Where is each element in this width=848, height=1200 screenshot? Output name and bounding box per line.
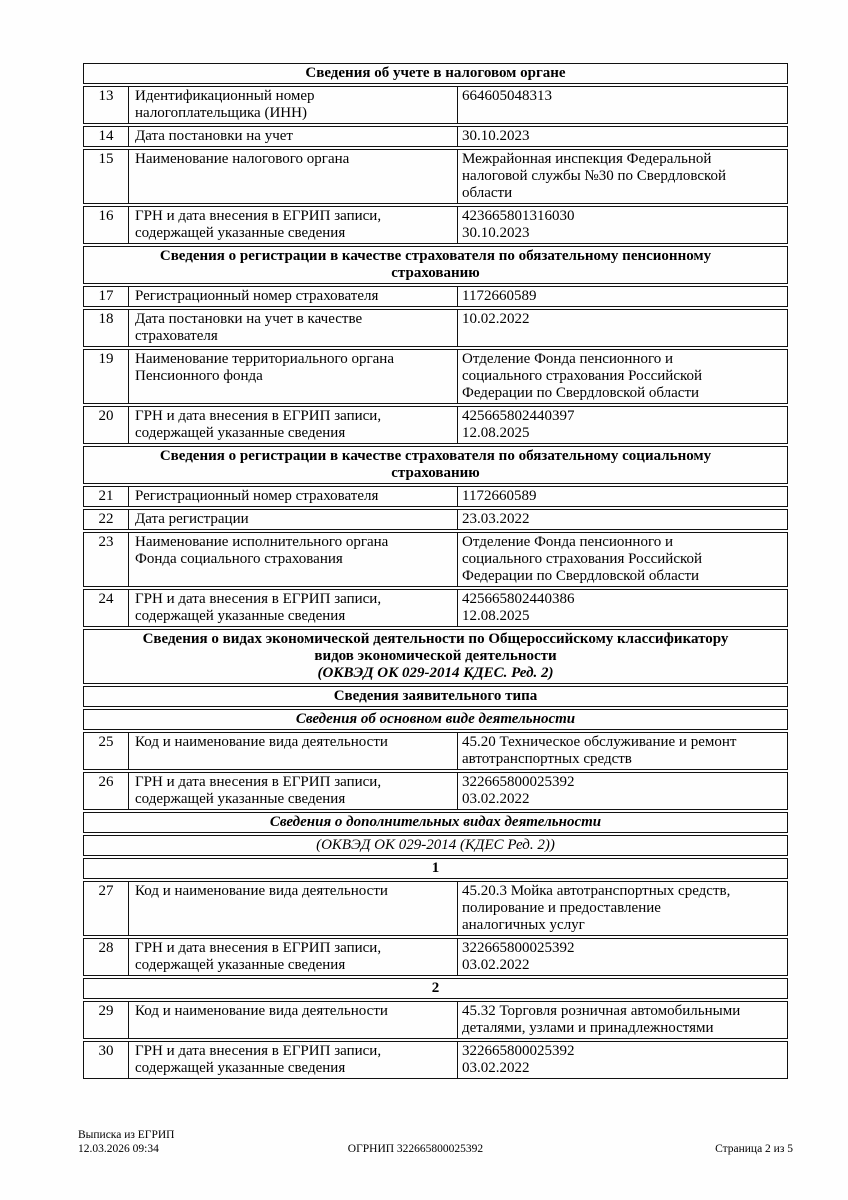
row-label-cell [129, 310, 458, 346]
table-row [83, 86, 788, 124]
section-header-row [83, 858, 788, 879]
row-label-line: Регистрационный номер страхователя [135, 288, 379, 304]
row-label-cell [129, 733, 458, 769]
row-value-cell [458, 733, 787, 769]
row-label-line: ГРН и дата внесения в ЕГРИП записи, [135, 208, 382, 224]
row-label-line: Код и наименование вида деятельности [135, 734, 388, 750]
row-value-line: 322665800025392 [462, 774, 575, 790]
section-header-line: Сведения об основном виде деятельности [295, 711, 576, 727]
footer [78, 1128, 793, 1158]
row-label-line: ГРН и дата внесения в ЕГРИП записи, [135, 774, 382, 790]
table-row [83, 286, 788, 307]
section-header-line: видов экономической деятельности [314, 648, 557, 664]
section-header-row [83, 446, 788, 484]
row-number-cell: 29 [84, 1002, 129, 1038]
row-value-cell [458, 773, 787, 809]
row-label-line: содержащей указанные сведения [135, 425, 346, 441]
row-label-line: ГРН и дата внесения в ЕГРИП записи, [135, 1043, 382, 1059]
row-label-line: Код и наименование вида деятельности [135, 1003, 388, 1019]
row-label-cell [129, 207, 458, 243]
row-label-line: Дата постановки на учет [135, 128, 293, 144]
table-row [83, 206, 788, 244]
row-value-line: Отделение Фонда пенсионного и [462, 351, 674, 367]
row-value-cell [458, 939, 787, 975]
section-header-line: (ОКВЭД ОК 029-2014 КДЕС. Ред. 2) [317, 665, 554, 681]
table-row [83, 772, 788, 810]
section-header-line: Сведения об учете в налоговом органе [305, 65, 566, 81]
section-header-row [83, 835, 788, 856]
row-label-cell [129, 287, 458, 306]
ogrnip-label: ОГРНИП 322665800025392 [347, 1143, 484, 1155]
row-number-cell: 25 [84, 733, 129, 769]
row-value-line: 45.20 Техническое обслуживание и ремонт [462, 734, 737, 750]
section-header-row [83, 978, 788, 999]
row-label-cell [129, 1002, 458, 1038]
row-value-line: 12.08.2025 [462, 608, 530, 624]
table-row [83, 486, 788, 507]
section-header-line: Сведения о дополнительных видах деятельности [269, 814, 602, 830]
row-number-cell: 14 [84, 127, 129, 146]
row-value-cell [458, 350, 787, 403]
row-value-cell [458, 1002, 787, 1038]
section-header-row [83, 246, 788, 284]
doc-type-label: Выписка из ЕГРИП [78, 1129, 175, 1141]
row-number-cell: 19 [84, 350, 129, 403]
row-value-line: 425665802440386 [462, 591, 575, 607]
row-label-line: содержащей указанные сведения [135, 957, 346, 973]
row-value-cell [458, 510, 787, 529]
row-value-line: налоговой службы №30 по Свердловской [462, 168, 727, 184]
row-value-line: аналогичных услуг [462, 917, 585, 933]
row-value-cell [458, 310, 787, 346]
section-header-line: (ОКВЭД ОК 029-2014 (КДЕС Ред. 2)) [316, 837, 555, 853]
row-number-cell: 21 [84, 487, 129, 506]
row-value-cell [458, 882, 787, 935]
row-value-line: 423665801316030 [462, 208, 575, 224]
row-value-cell [458, 150, 787, 203]
row-value-line: 664605048313 [462, 88, 552, 104]
row-label-cell [129, 407, 458, 443]
table-row [83, 1041, 788, 1079]
row-value-line: Федерации по Свердловской области [462, 385, 700, 401]
row-number-cell: 13 [84, 87, 129, 123]
table-row [83, 406, 788, 444]
row-label-line: Наименование территориального органа [135, 351, 394, 367]
row-label-cell [129, 590, 458, 626]
row-label-line: Пенсионного фонда [135, 368, 263, 384]
row-value-line: 23.03.2022 [462, 511, 530, 527]
table-row [83, 349, 788, 404]
row-label-line: содержащей указанные сведения [135, 225, 346, 241]
table-row [83, 881, 788, 936]
row-label-line: страхователя [135, 328, 218, 344]
row-label-line: ГРН и дата внесения в ЕГРИП записи, [135, 940, 382, 956]
row-label-cell [129, 487, 458, 506]
row-value-line: социального страхования Российской [462, 368, 703, 384]
row-value-cell [458, 287, 787, 306]
table-row [83, 532, 788, 587]
row-value-line: 30.10.2023 [462, 225, 530, 241]
row-value-line: деталями, узлами и принадлежностями [462, 1020, 714, 1036]
section-header-row [83, 709, 788, 730]
row-value-line: автотранспортных средств [462, 751, 632, 767]
section-header-row [83, 686, 788, 707]
row-value-line: 03.02.2022 [462, 791, 530, 807]
table-row [83, 938, 788, 976]
row-value-line: 1172660589 [462, 488, 537, 504]
row-value-line: 45.32 Торговля розничная автомобильными [462, 1003, 741, 1019]
section-header-line: 2 [431, 980, 440, 996]
row-value-cell [458, 487, 787, 506]
row-label-cell [129, 150, 458, 203]
row-number-cell: 24 [84, 590, 129, 626]
section-header-line: Сведения о видах экономической деятельности по Общероссийскому классификатору [142, 631, 729, 647]
section-header-line: 1 [431, 860, 440, 876]
egrip-table [83, 63, 788, 1081]
row-value-line: 322665800025392 [462, 940, 575, 956]
row-label-line: содержащей указанные сведения [135, 1060, 346, 1076]
row-value-cell [458, 207, 787, 243]
row-number-cell: 18 [84, 310, 129, 346]
row-value-line: 03.02.2022 [462, 957, 530, 973]
row-label-cell [129, 773, 458, 809]
table-row [83, 732, 788, 770]
row-value-line: 45.20.3 Мойка автотранспортных средств, [462, 883, 731, 899]
section-header-line: Сведения заявительного типа [333, 688, 538, 704]
row-value-line: Межрайонная инспекция Федеральной [462, 151, 712, 167]
row-value-line: 425665802440397 [462, 408, 575, 424]
row-number-cell: 22 [84, 510, 129, 529]
row-value-cell [458, 1042, 787, 1078]
row-number-cell: 16 [84, 207, 129, 243]
row-label-cell [129, 350, 458, 403]
section-header-line: страхованию [391, 465, 480, 481]
row-label-cell [129, 1042, 458, 1078]
row-value-line: 03.02.2022 [462, 1060, 530, 1076]
row-number-cell: 26 [84, 773, 129, 809]
row-label-line: ГРН и дата внесения в ЕГРИП записи, [135, 408, 382, 424]
row-value-line: социального страхования Российской [462, 551, 703, 567]
row-label-line: Наименование налогового органа [135, 151, 350, 167]
row-number-cell: 27 [84, 882, 129, 935]
print-datetime: 12.03.2026 09:34 [78, 1143, 159, 1155]
row-number-cell: 17 [84, 287, 129, 306]
row-number-cell: 28 [84, 939, 129, 975]
table-row [83, 509, 788, 530]
table-row [83, 149, 788, 204]
row-label-line: Регистрационный номер страхователя [135, 488, 379, 504]
row-value-line: полирование и предоставление [462, 900, 661, 916]
table-row [83, 309, 788, 347]
row-label-cell [129, 510, 458, 529]
table-row [83, 589, 788, 627]
row-value-line: области [462, 185, 513, 201]
row-label-cell [129, 127, 458, 146]
row-value-cell [458, 590, 787, 626]
row-number-cell: 20 [84, 407, 129, 443]
section-header-line: Сведения о регистрации в качестве страхователя по обязательному социальному [159, 448, 712, 464]
row-number-cell: 15 [84, 150, 129, 203]
row-value-cell [458, 127, 787, 146]
row-label-line: Дата постановки на учет в качестве [135, 311, 363, 327]
section-header-row [83, 63, 788, 84]
row-value-line: Отделение Фонда пенсионного и [462, 534, 674, 550]
section-header-row [83, 629, 788, 684]
section-header-line: Сведения о регистрации в качестве страхователя по обязательному пенсионному [159, 248, 712, 264]
row-label-cell [129, 939, 458, 975]
row-value-line: 12.08.2025 [462, 425, 530, 441]
row-label-line: Дата регистрации [135, 511, 249, 527]
page-indicator: Страница 2 из 5 [715, 1143, 793, 1155]
row-label-line: содержащей указанные сведения [135, 608, 346, 624]
section-header-line: страхованию [391, 265, 480, 281]
row-value-line: 30.10.2023 [462, 128, 530, 144]
row-label-line: Фонда социального страхования [135, 551, 343, 567]
row-value-cell [458, 407, 787, 443]
table-row [83, 126, 788, 147]
table-row [83, 1001, 788, 1039]
row-label-cell [129, 87, 458, 123]
row-value-line: 10.02.2022 [462, 311, 530, 327]
row-value-line: 322665800025392 [462, 1043, 575, 1059]
row-value-line: 1172660589 [462, 288, 537, 304]
row-number-cell: 23 [84, 533, 129, 586]
row-label-line: Идентификационный номер [135, 88, 315, 104]
row-value-cell [458, 87, 787, 123]
row-label-line: Наименование исполнительного органа [135, 534, 389, 550]
row-label-line: Код и наименование вида деятельности [135, 883, 388, 899]
row-label-line: содержащей указанные сведения [135, 791, 346, 807]
section-header-row [83, 812, 788, 833]
row-label-line: ГРН и дата внесения в ЕГРИП записи, [135, 591, 382, 607]
row-label-line: налогоплательщика (ИНН) [135, 105, 307, 121]
row-label-cell [129, 533, 458, 586]
row-label-cell [129, 882, 458, 935]
row-value-line: Федерации по Свердловской области [462, 568, 700, 584]
row-value-cell [458, 533, 787, 586]
row-number-cell: 30 [84, 1042, 129, 1078]
